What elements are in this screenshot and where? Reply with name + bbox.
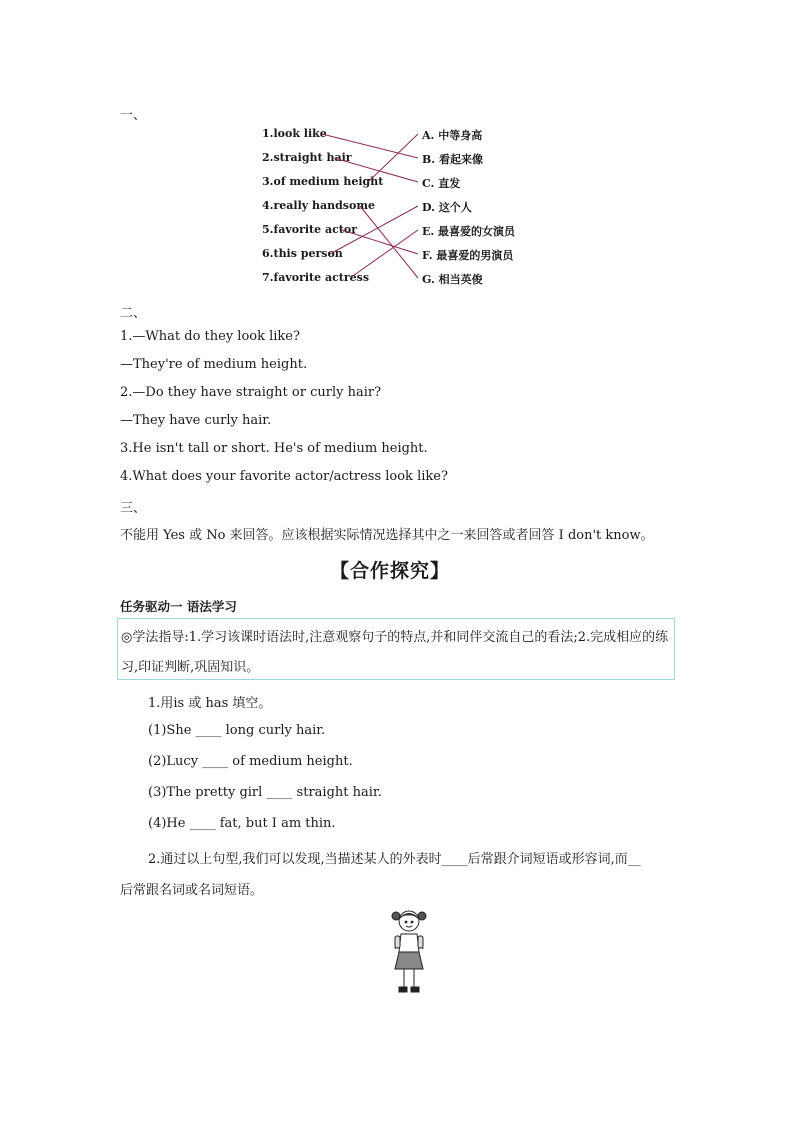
section-2-label: 二、 bbox=[120, 306, 147, 321]
page-heading: 【合作探究】 bbox=[330, 560, 451, 582]
match-left-2: 2.straight hair bbox=[262, 151, 352, 164]
exercise-item-3: (3)The pretty girl ____ straight hair. bbox=[148, 785, 382, 800]
match-left-5: 5.favorite actor bbox=[262, 223, 357, 236]
match-right-e: E. 最喜爱的女演员 bbox=[422, 225, 516, 238]
match-left-6: 6.this person bbox=[262, 247, 343, 260]
match-line-1-2 bbox=[322, 134, 418, 158]
answer-line-6: 4.What does your favorite actor/actress look like? bbox=[120, 469, 448, 484]
answer-line-2: —They're of medium height. bbox=[120, 357, 308, 372]
section-1-label: 一、 bbox=[120, 108, 147, 123]
answer-line-5: 3.He isn't tall or short. He's of medium height. bbox=[120, 441, 428, 456]
match-right-a: A. 中等身高 bbox=[422, 129, 483, 142]
answer-line-4: —They have curly hair. bbox=[120, 413, 272, 428]
match-left-7: 7.favorite actress bbox=[262, 271, 370, 284]
exercise-item-4: (4)He ____ fat, but I am thin. bbox=[148, 816, 336, 831]
answer-line-1: 1.—What do they look like? bbox=[120, 329, 300, 344]
section-3-label: 三、 bbox=[120, 501, 147, 516]
match-lines bbox=[0, 0, 794, 300]
exercise-item-2: (2)Lucy ____ of medium height. bbox=[148, 754, 353, 769]
match-left-4: 4.really handsome bbox=[262, 199, 375, 212]
task-title: 任务驱动一 语法学习 bbox=[120, 599, 237, 614]
match-right-f: F. 最喜爱的男演员 bbox=[422, 249, 514, 262]
match-left-1: 1.look like bbox=[262, 127, 327, 140]
match-right-c: C. 直发 bbox=[422, 177, 461, 190]
girl-illustration bbox=[386, 905, 434, 999]
match-right-g: G. 相当英俊 bbox=[422, 273, 483, 286]
answer-line-3: 2.—Do they have straight or curly hair? bbox=[120, 385, 382, 400]
exercise-q2-line-1: 2.通过以上句型,我们可以发现,当描述某人的外表时____后常跟介词短语或形容词,而__ bbox=[148, 852, 641, 867]
match-right-d: D. 这个人 bbox=[422, 201, 472, 214]
section-3-text: 不能用 Yes 或 No 来回答。应该根据实际情况选择其中之一来回答或者回答 I don't know。 bbox=[120, 528, 654, 543]
match-line-5-6 bbox=[342, 230, 418, 254]
study-guide-text: ◎学法指导:1.学习该课时语法时,注意观察句子的特点,并和同伴交流自己的看法;2.完成相应的练习,印证判断,巩固知识。 bbox=[121, 630, 669, 675]
exercise-item-1: (1)She ____ long curly hair. bbox=[148, 723, 326, 738]
match-left-3: 3.of medium height bbox=[262, 175, 384, 188]
match-line-4-7 bbox=[360, 206, 418, 278]
exercise-q1: 1.用is 或 has 填空。 bbox=[148, 696, 272, 711]
match-line-2-3 bbox=[334, 158, 418, 182]
study-guide-box bbox=[117, 618, 675, 680]
match-right-b: B. 看起来像 bbox=[422, 153, 483, 166]
exercise-q2-line-2: 后常跟名词或名词短语。 bbox=[120, 883, 264, 898]
